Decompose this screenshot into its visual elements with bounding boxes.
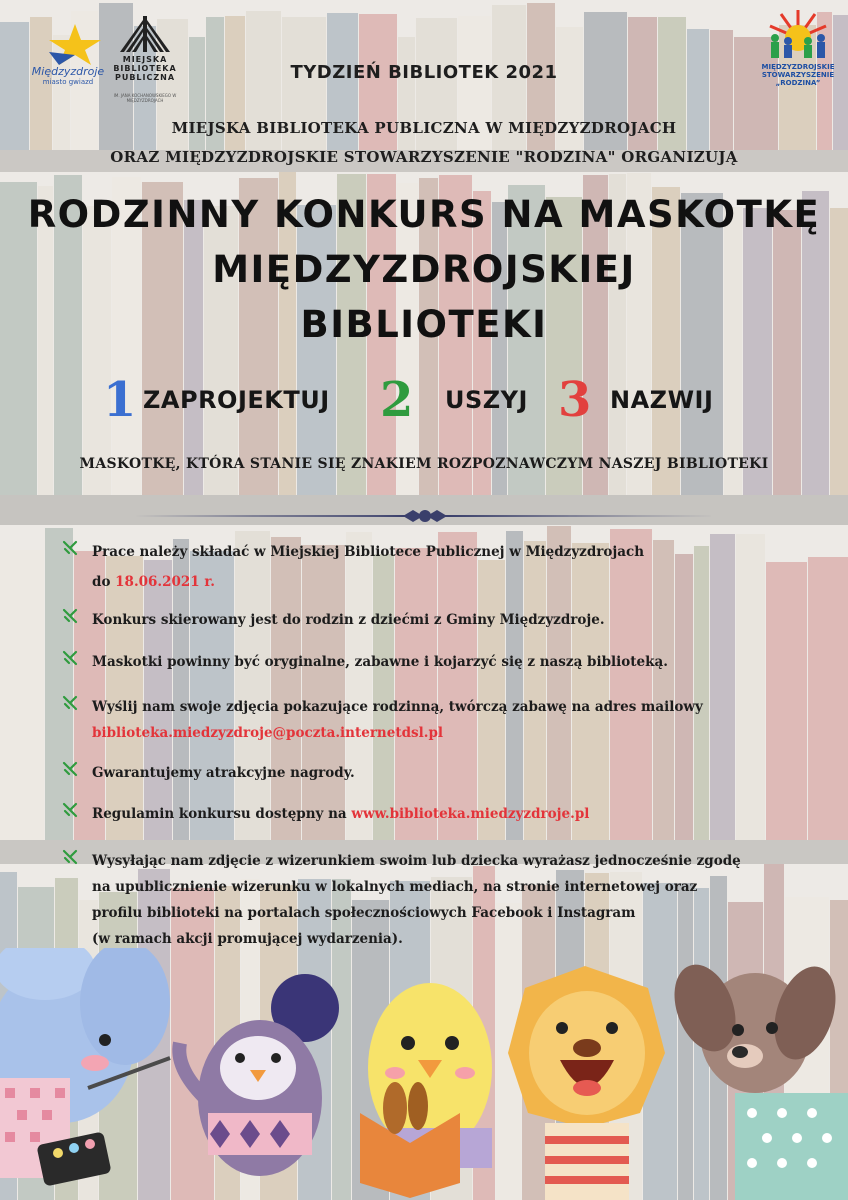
check-bullet-icon	[62, 695, 78, 715]
title-line-3: BIBLIOTEKI	[300, 303, 548, 346]
rule-6	[92, 806, 589, 822]
elephant-illustration-icon	[0, 948, 170, 1187]
chick-illustration-icon	[360, 983, 492, 1198]
step-label-1: ZAPROJEKTUJ	[143, 386, 330, 414]
penguin-illustration-icon	[179, 974, 339, 1176]
town-logo-subtext: miasto gwiazd	[42, 78, 94, 86]
website-link[interactable]: www.biblioteka.miedzyzdroje.pl	[351, 806, 590, 822]
check-bullet-icon	[62, 761, 78, 781]
ornament-divider	[135, 507, 715, 525]
rule-7-line-3: profilu biblioteki na portalach społecznościowych Facebook i Instagram	[92, 905, 636, 921]
library-logo-icon	[118, 14, 172, 54]
town-logo-text: Międzyzdroje	[31, 65, 105, 78]
mascot-illustrations	[0, 948, 848, 1200]
check-bullet-icon	[62, 540, 78, 560]
association-logo-line: „RODZINA”	[775, 79, 821, 87]
rule-5: Gwarantujemy atrakcyjne nagrody.	[92, 765, 355, 781]
library-logo-line: PUBLICZNA	[114, 73, 176, 82]
star-logo-icon	[45, 22, 105, 67]
association-logo-line: MIĘDZYZDROJSKIE	[761, 63, 835, 71]
step-label-2: USZYJ	[445, 386, 528, 414]
title-line-1: RODZINNY KONKURS NA MASKOTKĘ	[27, 193, 821, 236]
rule-3: Maskotki powinny być oryginalne, zabawne i kojarzyć się z naszą biblioteką.	[92, 654, 668, 670]
step-label-3: NAZWIJ	[610, 386, 714, 414]
rule-1-prefix: do	[92, 574, 116, 590]
rule-4-line-1: Wyślij nam swoje zdjęcia pokazujące rodzinną, twórczą zabawę na adres mailowy	[92, 699, 703, 715]
check-bullet-icon	[62, 608, 78, 628]
association-logo-icon	[765, 8, 831, 62]
lion-illustration-icon	[508, 966, 665, 1200]
step-number-1: 1	[103, 372, 137, 428]
rule-1-line-2	[92, 574, 215, 590]
library-logo-subtext: IM. JANA KOCHANOWSKIEGO W MIĘDZYZDROJACH	[113, 93, 177, 103]
check-bullet-icon	[62, 650, 78, 670]
rule-7-line-1: Wysyłając nam zdjęcie z wizerunkiem swoim lub dziecka wyrażasz jednocześnie zgodę	[92, 853, 741, 869]
rule-7-line-4: (w ramach akcji promującej wydarzenia).	[92, 931, 403, 947]
step-number-2: 2	[380, 372, 414, 428]
rule-7-line-2: na upublicznienie wizerunku w lokalnych mediach, na stronie internetowej oraz	[92, 879, 698, 895]
title-line-2: MIĘDZYZDROJSKIEJ	[212, 248, 636, 291]
tagline: MASKOTKĘ, KTÓRA STANIE SIĘ ZNAKIEM ROZPOZNAWCZYM NASZEJ BIBLIOTEKI	[79, 456, 769, 472]
event-week-heading: TYDZIEŃ BIBLIOTEK 2021	[290, 62, 558, 83]
organizer-line-1: MIEJSKA BIBLIOTEKA PUBLICZNA W MIĘDZYZDROJACH	[171, 119, 677, 137]
step-number-3: 3	[558, 372, 592, 428]
association-logo-line: STOWARZYSZENIE	[761, 71, 835, 79]
rule-6-prefix: Regulamin konkursu dostępny na	[92, 806, 352, 822]
rule-1-line-1: Prace należy składać w Miejskiej Bibliotece Publicznej w Międzyzdrojach	[92, 544, 645, 560]
library-logo-line: BIBLIOTEKA	[113, 64, 177, 73]
dog-illustration-icon	[663, 956, 848, 1200]
rule-2: Konkurs skierowany jest do rodzin z dziećmi z Gminy Międzyzdroje.	[92, 612, 605, 628]
check-bullet-icon	[62, 849, 78, 869]
steps-row	[0, 372, 848, 432]
organizer-line-2: ORAZ MIĘDZYZDROJSKIE STOWARZYSZENIE "RODZINA" ORGANIZUJĄ	[110, 148, 738, 166]
library-logo-line: MIEJSKA	[122, 55, 168, 64]
check-bullet-icon	[62, 802, 78, 822]
deadline-date: 18.06.2021 r.	[115, 574, 215, 590]
contact-email-link[interactable]: biblioteka.miedzyzdroje@poczta.internetdsl.pl	[92, 725, 444, 741]
